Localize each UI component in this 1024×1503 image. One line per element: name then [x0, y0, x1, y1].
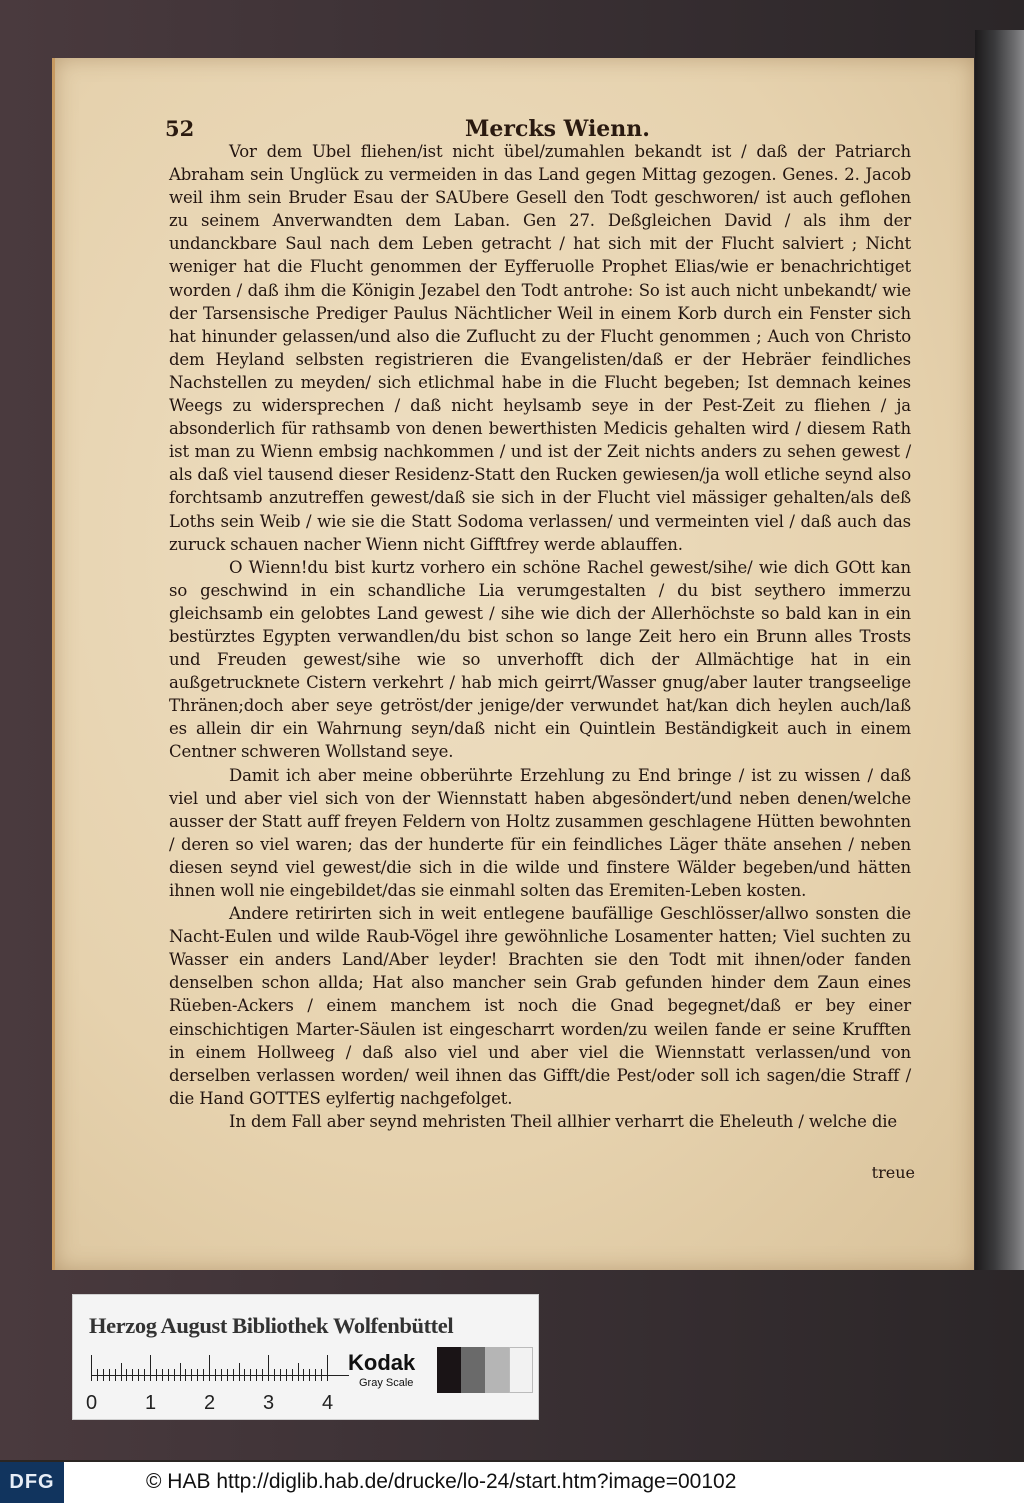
ruler-tick	[91, 1355, 92, 1381]
ruler-tick	[233, 1369, 234, 1381]
library-name: Herzog August Bibliothek Wolfenbüttel	[89, 1313, 454, 1338]
paragraph: Vor dem Ubel fliehen/ist nicht übel/zumahlen bekandt ist / daß der Patriarch Abraham sein Unglück zu vermeiden in das Land gegen Mittag gezogen. Genes. 2. Jacob weil ihm sein Bruder Esau der SAUbere Gesell den Todt geschworen/ ist auch geflohen zu seinem Anverwandten dem Laban. Gen 27. Deßgleichen David / als ihm der undanckbare Saul nach dem Leben getracht / hat sich mit der Flucht salviert ; Nicht weniger hat die Flucht genommen der Eyfferuolle Prophet Elias/wie er benachrichtiget worden / daß ihm die Königin Jezabel den Todt antrohe: So ist auch nicht unbekandt/ wie der Tarsensische Prediger Paulus Nächtlicher Weil in einem Korb durch ein Fenster sich hat hinunder gelassen/und also die Zuflucht zu der Flucht genommen ; Auch von Christo dem Heyland selbsten registrieren die Evangelisten/daß er der Hebräer feindliches Nachstellen zu meyden/ sich etlichmal habe in die Flucht begeben; Ist demnach keines Weegs zu widersprechen / daß nicht heylsamb seye in der Pest-Zeit zu fliehen / ja absonderlich für rathsamb von denen bewerthisten Medicis gehalten wird / diesem Rath ist man zu Wienn embsig nachkommen / und ist der Zeit nichts anders zu sehen gewest / als daß viel tausend dieser Residenz-Statt den Rucken gewiesen/ja woll etliche seynd also forchtsamb anzutreffen gewest/daß sie sich in der Flucht viel mässiger gehalten/als deß Loths sein Weib / wie sie die Statt Sodoma verlassen/ und vermeinten viel / daß auch das zuruck schauen nacher Wienn nicht Gifftfrey werde ablauffen.	[169, 142, 911, 554]
ruler-tick	[239, 1363, 240, 1381]
paragraph: O Wienn!du bist kurtz vorhero ein schöne Rachel gewest/sihe/ wie dich GOtt kan so geschwind in ein schandliche Lia verumgestalten / du bist seythero immerzu gleichsamb ein gelobtes Land gewest / sihe wie dich der Allerhöchste so bald kan in ein bestürztes Egypten verwandlen/du bist schon so lange Zeit hero ein Brunn alles Trosts und Freuden gewest/sihe wie so unverhofft dich der Allmächtige hat in ein außgetrucknete Cistern verkehrt / hab mich geirrt/Wasser gnug/aber lauter trangseelige Thränen;doch aber seye getröst/der jenige/der verwundet hat/kan dich heylen auch/laß es allein dir ein Wahrnung seyn/daß nicht ein Quintlein Beständigkeit auch in einem Centner schweren Wollstand seye.	[169, 557, 911, 762]
ruler-tick	[168, 1369, 169, 1381]
ruler-number: 0	[86, 1392, 98, 1414]
ruler-tick	[185, 1369, 186, 1381]
ruler-tick	[174, 1369, 175, 1381]
ruler-number: 3	[263, 1392, 275, 1414]
library-label-card	[72, 1294, 539, 1420]
ruler-tick	[250, 1369, 251, 1381]
ruler-tick	[315, 1369, 316, 1381]
ruler-tick	[132, 1369, 133, 1381]
kodak-logo: Kodak	[348, 1350, 416, 1375]
ruler-tick	[321, 1369, 322, 1381]
ruler-tick	[303, 1369, 304, 1381]
dfg-logo: DFG	[0, 1462, 64, 1503]
ruler-tick	[162, 1369, 163, 1381]
ruler-tick	[203, 1369, 204, 1381]
book-page	[52, 58, 974, 1270]
gray-patch-light	[485, 1347, 509, 1393]
ruler-tick	[262, 1369, 263, 1381]
ruler-tick	[268, 1355, 269, 1381]
ruler-tick	[197, 1369, 198, 1381]
ruler-tick	[109, 1369, 110, 1381]
ruler-tick	[292, 1369, 293, 1381]
ruler-tick	[256, 1369, 257, 1381]
ruler-tick	[121, 1363, 122, 1381]
ruler-tick	[280, 1369, 281, 1381]
ruler-tick	[221, 1369, 222, 1381]
ruler-tick	[126, 1369, 127, 1381]
ruler-tick	[150, 1355, 151, 1381]
ruler-tick	[156, 1369, 157, 1381]
ruler-tick	[274, 1369, 275, 1381]
ruler-tick	[298, 1363, 299, 1381]
ruler-tick	[144, 1369, 145, 1381]
gray-patch-dark	[461, 1347, 485, 1393]
footer-bar	[64, 1462, 1024, 1503]
ruler-tick	[191, 1369, 192, 1381]
gray-patch-white	[509, 1347, 533, 1393]
paragraph: In dem Fall aber seynd mehristen Theil allhier verharrt die Eheleuth / welche die	[229, 1111, 898, 1131]
ruler-tick	[180, 1363, 181, 1381]
gray-patch-black	[437, 1347, 461, 1393]
page-number: 52	[165, 116, 195, 141]
ruler-tick	[286, 1369, 287, 1381]
ruler-number: 4	[322, 1392, 334, 1414]
catchword: treue	[871, 1163, 915, 1182]
ruler-tick	[327, 1355, 328, 1381]
ruler-tick	[215, 1369, 216, 1381]
ruler-tick	[244, 1369, 245, 1381]
paragraph: Damit ich aber meine obberührte Erzehlung zu End bringe / ist zu wissen / daß viel und aber viel sich von der Wiennstatt haben abgesöndert/und neben denen/welche ausser der Statt auff freyen Feldern von Holtz zusammen geschlagene Hütten bewohnten / deren so viel waren; das der hunderte für ein feindliches Läger thäte ansehen / neben diesen seynd viel gewest/die sich in die wilde und finstere Wälder begeben/und hätten ihnen woll nie eingebildet/das sie einmahl solten das Eremiten-Leben kosten.	[169, 765, 911, 900]
ruler-tick	[138, 1369, 139, 1381]
book-edge	[975, 30, 1024, 1270]
ruler-tick	[115, 1369, 116, 1381]
running-title: Mercks Wienn.	[465, 116, 650, 142]
copyright-url: © HAB http://diglib.hab.de/drucke/lo-24/start.htm?image=00102	[146, 1470, 737, 1493]
paragraph: Andere retirirten sich in weit entlegene baufällige Geschlösser/allwo sonsten die Nacht-Eulen und wilde Raub-Vögel ihre gewöhnliche Losamenter hatten; Viel suchten zu Wasser ein anders Land/Aber leyder! Brachten sie den Todt mit ihnen/oder fanden denselben schon allda; Hat also mancher sein Grab gefunden hinder dem Zaun eines Rüeben-Ackers / einem manchem ist noch die Gnad begegnet/daß er bey einer einschichtigen Marter-Säulen ist eingescharrt worden/zu weilen fande er seine Krufften in einem Hollweeg / daß also viel und aber viel die Wiennstatt verlassen/und von derselben verlassen worden/ weil ihnen das Gifft/die Pest/oder soll ich sagen/die Straff / die Hand GOTTES eylfertig nachgefolget.	[169, 904, 911, 1108]
body-text	[169, 140, 911, 1133]
ruler-tick	[97, 1369, 98, 1381]
ruler-tick	[227, 1369, 228, 1381]
ruler-tick	[209, 1355, 210, 1381]
ruler-tick	[103, 1369, 104, 1381]
ruler-number: 2	[204, 1392, 216, 1414]
ruler-number: 1	[145, 1392, 157, 1414]
gray-scale-label: Gray Scale	[359, 1377, 414, 1389]
ruler-tick	[309, 1369, 310, 1381]
